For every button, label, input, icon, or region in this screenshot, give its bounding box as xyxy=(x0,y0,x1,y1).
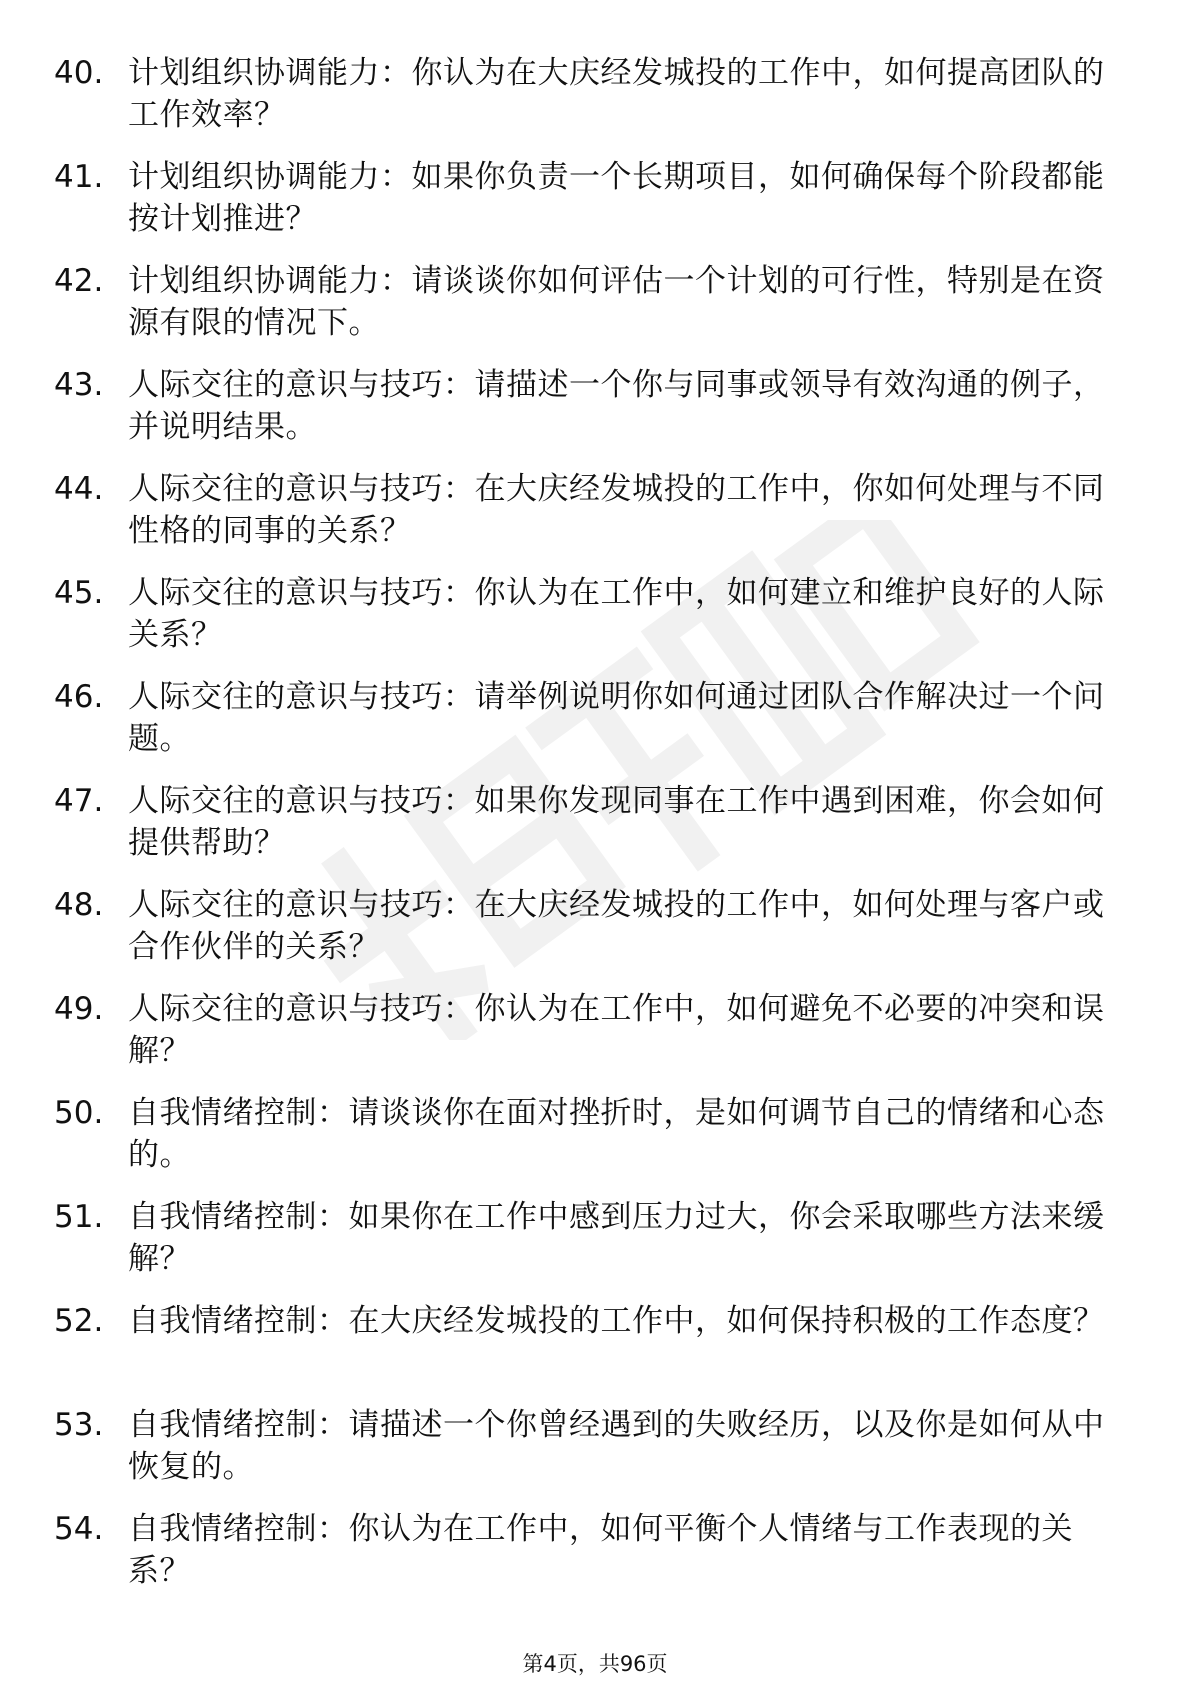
question-number: 52. xyxy=(54,1303,104,1339)
question-text: 人际交往的意识与技巧：请描述一个你与同事或领导有效沟通的例子，并说明结果。 xyxy=(128,367,1105,445)
question-number: 43. xyxy=(54,367,104,403)
question-item xyxy=(54,156,1114,260)
question-item xyxy=(54,884,1114,988)
question-item xyxy=(54,1508,1114,1612)
question-text: 自我情绪控制：请描述一个你曾经遇到的失败经历，以及你是如何从中恢复的。 xyxy=(128,1407,1105,1485)
question-text: 自我情绪控制：请谈谈你在面对挫折时，是如何调节自己的情绪和心态的。 xyxy=(128,1095,1105,1173)
question-number: 40. xyxy=(54,55,104,91)
question-text: 人际交往的意识与技巧：你认为在工作中，如何避免不必要的冲突和误解？ xyxy=(128,991,1105,1069)
question-item xyxy=(54,1300,1114,1404)
page-footer xyxy=(0,1652,1190,1676)
question-item xyxy=(54,1196,1114,1300)
question-number: 51. xyxy=(54,1199,104,1235)
page-number-label: 第4页，共96页 xyxy=(522,1652,668,1676)
question-number: 53. xyxy=(54,1407,104,1443)
question-text: 计划组织协调能力：你认为在大庆经发城投的工作中，如何提高团队的工作效率？ xyxy=(128,55,1105,133)
question-item xyxy=(54,364,1114,468)
question-number: 44. xyxy=(54,471,104,507)
question-item xyxy=(54,1404,1114,1508)
question-text: 计划组织协调能力：请谈谈你如何评估一个计划的可行性，特别是在资源有限的情况下。 xyxy=(128,263,1105,341)
question-text: 自我情绪控制：如果你在工作中感到压力过大，你会采取哪些方法来缓解？ xyxy=(128,1199,1105,1277)
question-text: 人际交往的意识与技巧：请举例说明你如何通过团队合作解决过一个问题。 xyxy=(128,679,1105,757)
question-number: 47. xyxy=(54,783,104,819)
question-item xyxy=(54,260,1114,364)
question-number: 42. xyxy=(54,263,104,299)
question-item xyxy=(54,572,1114,676)
question-number: 46. xyxy=(54,679,104,715)
question-number: 48. xyxy=(54,887,104,923)
question-text: 人际交往的意识与技巧：在大庆经发城投的工作中，如何处理与客户或合作伙伴的关系？ xyxy=(128,887,1105,965)
question-text: 计划组织协调能力：如果你负责一个长期项目，如何确保每个阶段都能按计划推进？ xyxy=(128,159,1105,237)
question-number: 45. xyxy=(54,575,104,611)
question-text: 自我情绪控制：在大庆经发城投的工作中，如何保持积极的工作态度？ xyxy=(128,1303,1105,1339)
question-text: 人际交往的意识与技巧：如果你发现同事在工作中遇到困难，你会如何提供帮助？ xyxy=(128,783,1105,861)
question-number: 41. xyxy=(54,159,104,195)
question-item xyxy=(54,468,1114,572)
question-number: 54. xyxy=(54,1511,104,1547)
question-item xyxy=(54,676,1114,780)
question-item xyxy=(54,52,1114,156)
question-number: 49. xyxy=(54,991,104,1027)
question-item xyxy=(54,1092,1114,1196)
question-number: 50. xyxy=(54,1095,104,1131)
question-text: 自我情绪控制：你认为在工作中，如何平衡个人情绪与工作表现的关系？ xyxy=(128,1511,1073,1589)
question-item xyxy=(54,780,1114,884)
question-item xyxy=(54,988,1114,1092)
question-text: 人际交往的意识与技巧：在大庆经发城投的工作中，你如何处理与不同性格的同事的关系？ xyxy=(128,471,1105,549)
question-list xyxy=(54,52,1114,1612)
question-text: 人际交往的意识与技巧：你认为在工作中，如何建立和维护良好的人际关系？ xyxy=(128,575,1105,653)
